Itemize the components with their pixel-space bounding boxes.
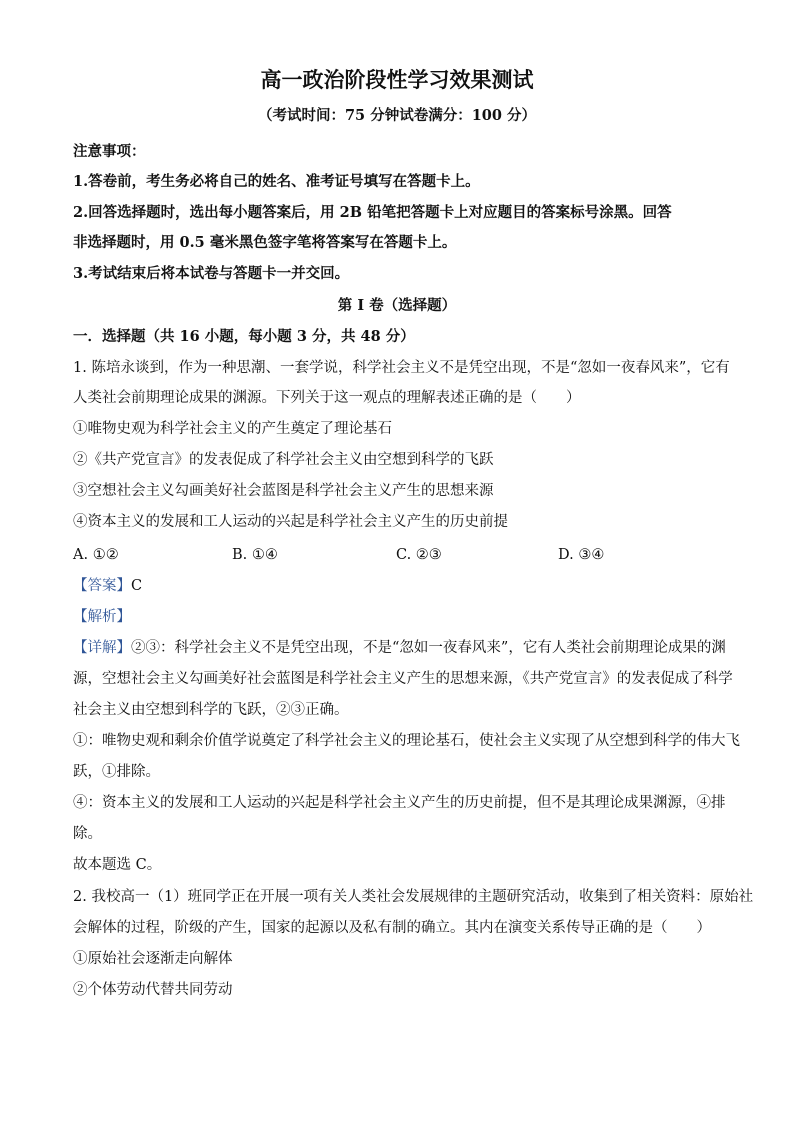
answer-label: 【答案】 — [73, 578, 131, 594]
exam-title: 高一政治阶段性学习效果测试 — [260, 67, 534, 92]
part-title: 一．选择题（共 16 小题，每小题 3 分，共 48 分） — [73, 328, 415, 345]
q1-detail-line-5: 跃，①排除。 — [73, 764, 160, 780]
q1-statement-2: ②《共产党宣言》的发表促成了科学社会主义由空想到科学的飞跃 — [73, 452, 494, 468]
q1-statement-1: ①唯物史观为科学社会主义的产生奠定了理论基石 — [73, 421, 392, 437]
notice-item-2-line-1: 2.回答选择题时，选出每小题答案后，用 2B 铅笔把答题卡上对应题目的答案标号涂黑。回答 — [73, 204, 672, 221]
q1-analysis-label — [73, 607, 131, 627]
notice-item-1: 1.答卷前，考生务必将自己的姓名、准考证号填写在答题卡上。 — [73, 173, 480, 190]
q1-statement-4: ④资本主义的发展和工人运动的兴起是科学社会主义产生的历史前提 — [73, 514, 508, 530]
q1-answer — [73, 576, 142, 596]
analysis-label: 【解析】 — [73, 609, 131, 625]
q1-option-c: C. ②③ — [396, 547, 442, 563]
q1-detail-line-1 — [73, 638, 726, 658]
detail-text-1: ②③：科学社会主义不是凭空出现，不是“忽如一夜春风来”，它有人类社会前期理论成果的渊 — [131, 640, 726, 656]
q1-detail-line-6: ④：资本主义的发展和工人运动的兴起是科学社会主义产生的历史前提，但不是其理论成果渊源，④排 — [73, 795, 726, 811]
q1-stem-line-2: 人类社会前期理论成果的渊源。下列关于这一观点的理解表述正确的是（ ） — [73, 390, 581, 406]
detail-label: 【详解】 — [73, 640, 131, 656]
q1-detail-line-7: 除。 — [73, 826, 102, 842]
q1-option-b: B. ①④ — [232, 547, 278, 563]
q1-conclusion: 故本题选 C。 — [73, 857, 162, 873]
q1-statement-3: ③空想社会主义勾画美好社会蓝图是科学社会主义产生的思想来源 — [73, 483, 494, 499]
q2-statement-1: ①原始社会逐渐走向解体 — [73, 951, 233, 967]
notice-heading: 注意事项： — [73, 143, 146, 160]
q2-stem-line-1: 2. 我校高一（1）班同学正在开展一项有关人类社会发展规律的主题研究活动，收集到了相关资料：原始社 — [73, 889, 754, 905]
q1-option-a: A. ①② — [73, 547, 119, 563]
exam-subtitle: （考试时间：75 分钟试卷满分：100 分） — [257, 107, 537, 124]
q1-detail-line-2: 源，空想社会主义勾画美好社会蓝图是科学社会主义产生的思想来源，《共产党宣言》的发表促成了科学 — [73, 671, 733, 687]
notice-item-3: 3.考试结束后将本试卷与答题卡一并交回。 — [73, 265, 350, 282]
q2-stem-line-2: 会解体的过程，阶级的产生，国家的起源以及私有制的确立。其内在演变关系传导正确的是（ ） — [73, 920, 711, 936]
answer-value: C — [131, 578, 143, 594]
q1-stem-line-1: 1. 陈培永谈到，作为一种思潮、一套学说，科学社会主义不是凭空出现，不是“忽如一夜春风来”，它有 — [73, 360, 730, 376]
notice-item-2-line-2: 非选择题时，用 0.5 毫米黑色签字笔将答案写在答题卡上。 — [73, 234, 457, 251]
section-title: 第 I 卷（选择题） — [337, 297, 457, 314]
q2-statement-2: ②个体劳动代替共同劳动 — [73, 982, 233, 998]
q1-detail-line-3: 社会主义由空想到科学的飞跃，②③正确。 — [73, 702, 349, 718]
q1-option-d: D. ③④ — [558, 547, 605, 563]
q1-detail-line-4: ①：唯物史观和剩余价值学说奠定了科学社会主义的理论基石，使社会主义实现了从空想到科学的伟大飞 — [73, 733, 740, 749]
